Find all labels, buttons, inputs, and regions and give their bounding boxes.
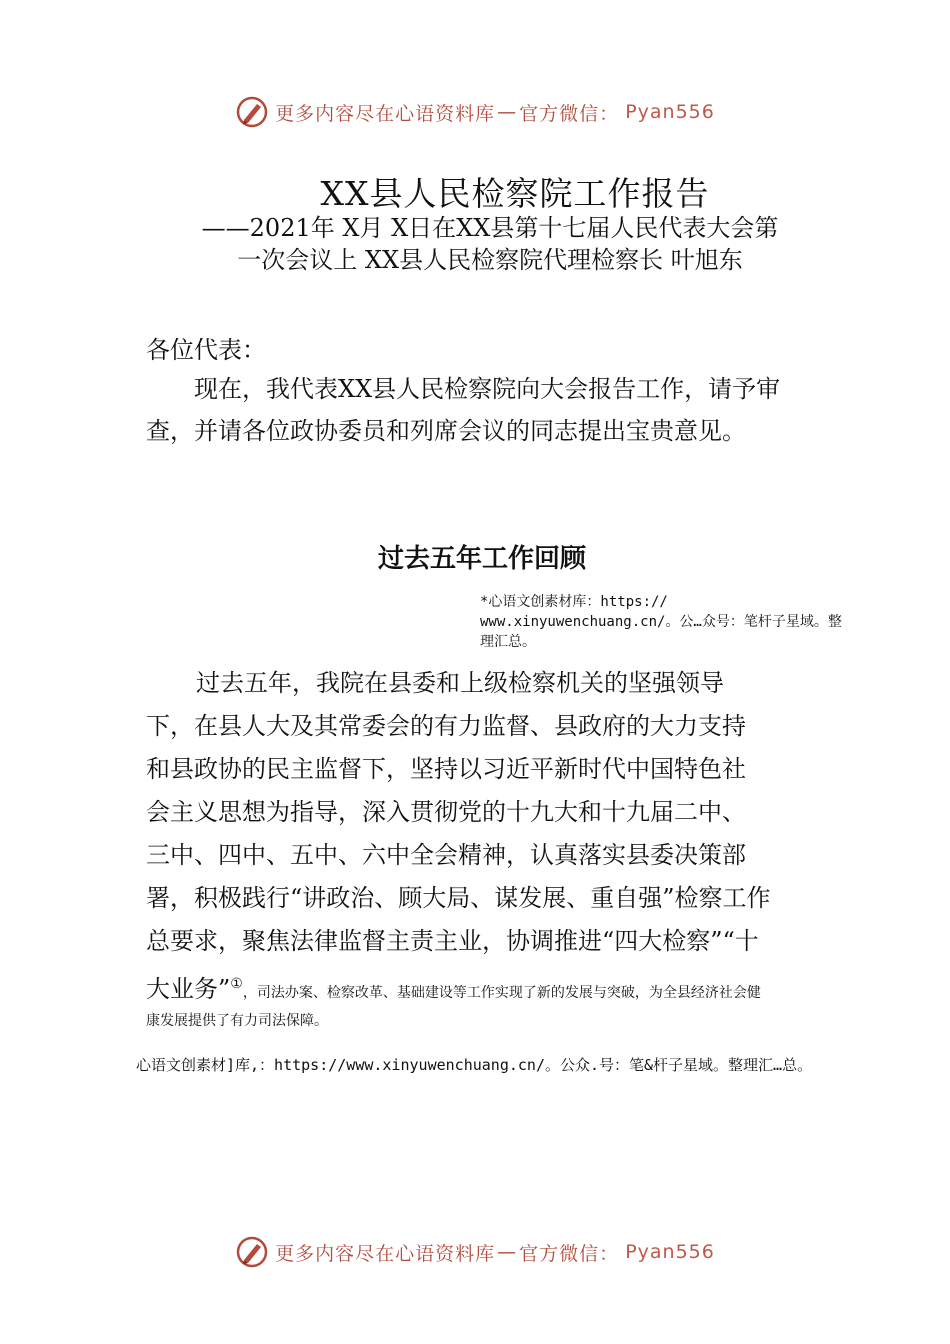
paragraph-line-last <box>146 963 806 1015</box>
subtitle-line-2: 一次会议上 XX县人民检察院代理检察长 叶旭东 <box>237 246 743 274</box>
paragraph-line-text: 大业务” <box>146 975 231 1003</box>
bottom-banner <box>0 1235 950 1269</box>
subtitle-line-1: ——2021年 X月 X日在XX县第十七届人民代表大会第 <box>201 214 779 242</box>
source-note-1: *心语文创素材库：https:// www.xinyuwenchuang.cn/。公…众号：笔杆子星域。整理汇总。 <box>480 594 842 650</box>
footnote-marker: ① <box>230 976 243 992</box>
paragraph-tail: ，司法办案、检察改革、基础建设等工作实现了新的发展与突破，为全县经济社会健 <box>242 985 761 1001</box>
banner-sep: — <box>497 101 518 123</box>
banner-wechat-label: 官方微信： <box>519 102 620 125</box>
banner-wechat-id: Pyan556 <box>625 1241 715 1263</box>
banner-wechat-label: 官方微信： <box>519 1242 620 1265</box>
document-title: XX县人民检察院工作报告 <box>320 174 710 213</box>
pen-logo-icon <box>235 1235 269 1269</box>
review-paragraph <box>146 662 806 1015</box>
paragraph-line: 署，积极践行“讲政治、顾大局、谋发展、重自强”检察工作 <box>146 884 771 912</box>
top-banner <box>0 95 950 129</box>
salutation: 各位代表： <box>146 336 266 364</box>
pen-logo-icon <box>235 95 269 129</box>
paragraph-line: 和县政协的民主监督下，坚持以习近平新时代中国特色社 <box>146 755 746 783</box>
banner-wechat-id: Pyan556 <box>625 101 715 123</box>
source-note-2: 心语文创素材]库,：https://www.xinyuwenchuang.cn/。公众.号：笔&杆子星域。整理汇…总。 <box>136 1056 813 1074</box>
section-heading: 过去五年工作回顾 <box>377 544 586 574</box>
document-subtitle <box>160 212 820 276</box>
paragraph-line: 三中、四中、五中、六中全会精神，认真落实县委决策部 <box>146 841 746 869</box>
paragraph-line: 总要求，聚焦法律监督主责主业，协调推进“四大检察”“十 <box>146 927 759 955</box>
paragraph-line: 下，在县人大及其常委会的有力监督、县政府的大力支持 <box>146 712 746 740</box>
intro-paragraph: 现在，我代表XX县人民检察院向大会报告工作，请予审查，并请各位政协委员和列席会议的同志提出宝贵意见。 <box>146 375 781 445</box>
paragraph-line: 过去五年，我院在县委和上级检察机关的坚强领导 <box>196 669 724 697</box>
banner-text: 更多内容尽在心语资料库 <box>275 102 496 125</box>
banner-text: 更多内容尽在心语资料库 <box>275 1242 496 1265</box>
paragraph-line: 会主义思想为指导，深入贯彻党的十九大和十九届二中、 <box>146 798 746 826</box>
paragraph-continuation: 康发展提供了有力司法保障。 <box>146 1013 328 1029</box>
banner-sep: — <box>497 1241 518 1263</box>
